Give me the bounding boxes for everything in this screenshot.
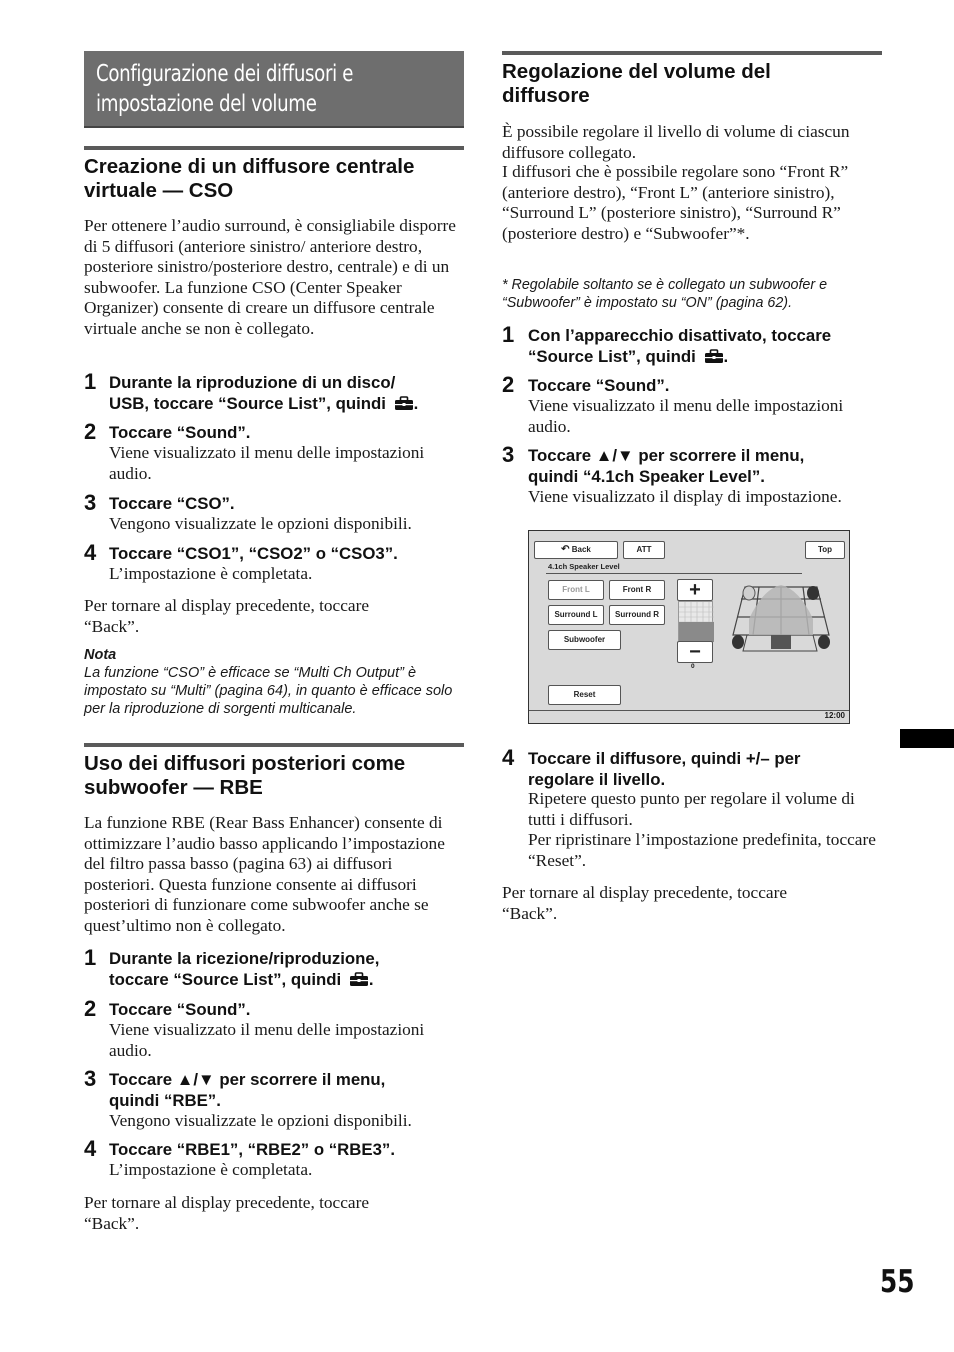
step-body: Ripetere questo punto per regolare il volume di tutti i diffusori.: [528, 789, 855, 829]
step-number: 1: [502, 322, 515, 347]
speaker-layout-diagram: [729, 579, 833, 661]
section-rule: [84, 743, 464, 747]
step-heading-line: Toccare ▲/▼ per scorrere il menu,: [528, 446, 805, 465]
step-heading: [528, 748, 888, 790]
screen-caption: 4.1ch Speaker Level: [548, 562, 620, 571]
rbe-heading: Uso dei diffusori posteriori come subwoofer — RBE: [84, 752, 406, 799]
step-heading-line: regolare il livello.: [528, 770, 666, 789]
step-heading: Toccare “Sound”.: [528, 376, 670, 395]
step-heading-end: .: [368, 970, 374, 989]
toolbox-icon: [349, 972, 369, 987]
step-heading: [109, 1069, 469, 1111]
step-body: Viene visualizzato il menu delle impostazioni audio.: [528, 396, 844, 436]
level-grid: [679, 602, 714, 642]
section-rule: [84, 146, 464, 150]
step-heading-line: toccare “Source List”, quindi: [109, 970, 342, 989]
step-number: 4: [84, 1136, 97, 1161]
note-heading: Nota: [84, 647, 117, 663]
step-heading-line: quindi “RBE”.: [109, 1091, 221, 1110]
volume-back-text: Per tornare al display precedente, toccare “Back”.: [502, 883, 787, 923]
volume-intro-2: I diffusori che è possibile regolare sono “Front R” (anteriore destro), “Front L” (anteriore sinistro), “Surround L” (posteriore sinistro), “Surround R” (posteriore destro) e “Subwoofer”*.: [502, 162, 849, 243]
step-heading-line: Durante la ricezione/riproduzione,: [109, 949, 380, 968]
step-heading: [528, 445, 888, 487]
step-number: 4: [502, 745, 515, 770]
cso-heading: Creazione di un diffusore centrale virtuale — CSO: [84, 155, 415, 202]
toolbox-icon: [704, 349, 724, 364]
step-number: 2: [502, 372, 515, 397]
step-heading-line: USB, toccare “Source List”, quindi: [109, 394, 386, 413]
back-button[interactable]: [534, 541, 618, 559]
step-body: L’impostazione è completata.: [109, 1160, 313, 1179]
footnote: * Regolabile soltanto se è collegato un subwoofer e “Subwoofer” è impostato su “ON” (pagina 62).: [502, 277, 828, 311]
step-body: Viene visualizzato il menu delle impostazioni audio.: [109, 443, 425, 483]
cso-intro: Per ottenere l’audio surround, è consigliabile disporre di 5 diffusori (anteriore sinistro/ anteriore destro, posteriore sinistro/posteriore destro, centrale) e di un subwoofer. La funzione CSO (Center Speaker Organizer) consente di creare un diffusore centrale virtuale anche se non è collegato.: [84, 216, 456, 338]
volume-heading: Regolazione del volume del diffusore: [502, 60, 771, 107]
surround-r-button[interactable]: Surround R: [609, 605, 665, 625]
step-heading-line: “Source List”, quindi: [528, 347, 696, 366]
reset-button[interactable]: Reset: [548, 685, 621, 705]
step-heading-end: .: [723, 347, 729, 366]
step-heading: Toccare “CSO”.: [109, 494, 235, 513]
step-body: Vengono visualizzate le opzioni disponibili.: [109, 514, 412, 533]
step-heading-line: quindi “4.1ch Speaker Level”.: [528, 467, 765, 486]
back-button-label: Back: [571, 545, 591, 554]
step-heading-end: .: [413, 394, 419, 413]
front-l-button[interactable]: Front L: [548, 580, 604, 600]
minus-icon: −: [689, 641, 701, 663]
minus-button[interactable]: [677, 641, 713, 663]
step-heading-line: Durante la riproduzione di un disco/: [109, 373, 396, 392]
step-number: 2: [84, 419, 97, 444]
subwoofer-button[interactable]: Subwoofer: [548, 630, 621, 650]
step-heading: [109, 948, 469, 990]
step-number: 3: [502, 442, 515, 467]
step-heading: Toccare “CSO1”, “CSO2” o “CSO3”.: [109, 544, 398, 563]
page-number: 55: [880, 1264, 915, 1300]
page-title-box: [84, 51, 464, 128]
caption-underline: [546, 573, 802, 574]
rbe-intro: La funzione RBE (Rear Bass Enhancer) consente di ottimizzare l’audio basso applicando l’impostazione del filtro passa basso (pagina 63) ai diffusori posteriori. Questa funzione consente ai diffusori posteriori di funzionare come subwoofer anche se quest’ultimo non è collegato.: [84, 813, 445, 935]
step-heading: Toccare “Sound”.: [109, 1000, 251, 1019]
step-number: 3: [84, 1066, 97, 1091]
top-button[interactable]: Top: [805, 541, 845, 559]
toolbox-icon: [394, 396, 414, 411]
back-arrow-icon: ↶: [561, 544, 570, 555]
step-heading-line: Toccare il diffusore, quindi +/– per: [528, 749, 801, 768]
step-body: Viene visualizzato il menu delle impostazioni audio.: [109, 1020, 425, 1060]
step-number: 2: [84, 996, 97, 1021]
step-body: L’impostazione è completata.: [109, 564, 313, 583]
note-text: La funzione “CSO” è efficace se “Multi Ch Output” è impostato su “Multi” (pagina 64), in quanto è efficace solo per la riproduzione di sorgenti multicanale.: [84, 665, 453, 717]
level-meter: [678, 601, 713, 641]
step-heading-line: Toccare ▲/▼ per scorrere il menu,: [109, 1070, 386, 1089]
status-rule: [529, 710, 849, 711]
att-button[interactable]: ATT: [623, 541, 665, 559]
step-heading: [528, 325, 888, 367]
section-tab-marker: [900, 729, 954, 748]
surround-l-button[interactable]: Surround L: [548, 605, 604, 625]
step-heading-line: Con l’apparecchio disattivato, toccare: [528, 326, 832, 345]
step-number: 1: [84, 369, 97, 394]
speaker-level-screen: [528, 530, 850, 724]
step-body: Vengono visualizzate le opzioni disponibili.: [109, 1111, 412, 1130]
step-body: Per ripristinare l’impostazione predefinita, toccare “Reset”.: [528, 830, 876, 870]
step-heading: Toccare “RBE1”, “RBE2” o “RBE3”.: [109, 1140, 395, 1159]
volume-intro-1: È possibile regolare il livello di volume di ciascun diffusore collegato.: [502, 122, 850, 162]
clock: 12:00: [824, 711, 845, 720]
plus-button[interactable]: [677, 579, 713, 601]
step-body: Viene visualizzato il display di impostazione.: [528, 487, 842, 506]
cso-back-text: Per tornare al display precedente, toccare “Back”.: [84, 596, 369, 636]
front-r-button[interactable]: Front R: [609, 580, 665, 600]
level-value: 0: [691, 663, 695, 670]
step-number: 1: [84, 945, 97, 970]
section-rule: [502, 51, 882, 55]
step-heading: Toccare “Sound”.: [109, 423, 251, 442]
plus-icon: +: [689, 579, 701, 601]
page-title: Configurazione dei diffusori e impostazione del volume: [96, 61, 354, 117]
step-heading: [109, 372, 469, 414]
step-number: 4: [84, 540, 97, 565]
step-number: 3: [84, 490, 97, 515]
rbe-back-text: Per tornare al display precedente, toccare “Back”.: [84, 1193, 369, 1233]
